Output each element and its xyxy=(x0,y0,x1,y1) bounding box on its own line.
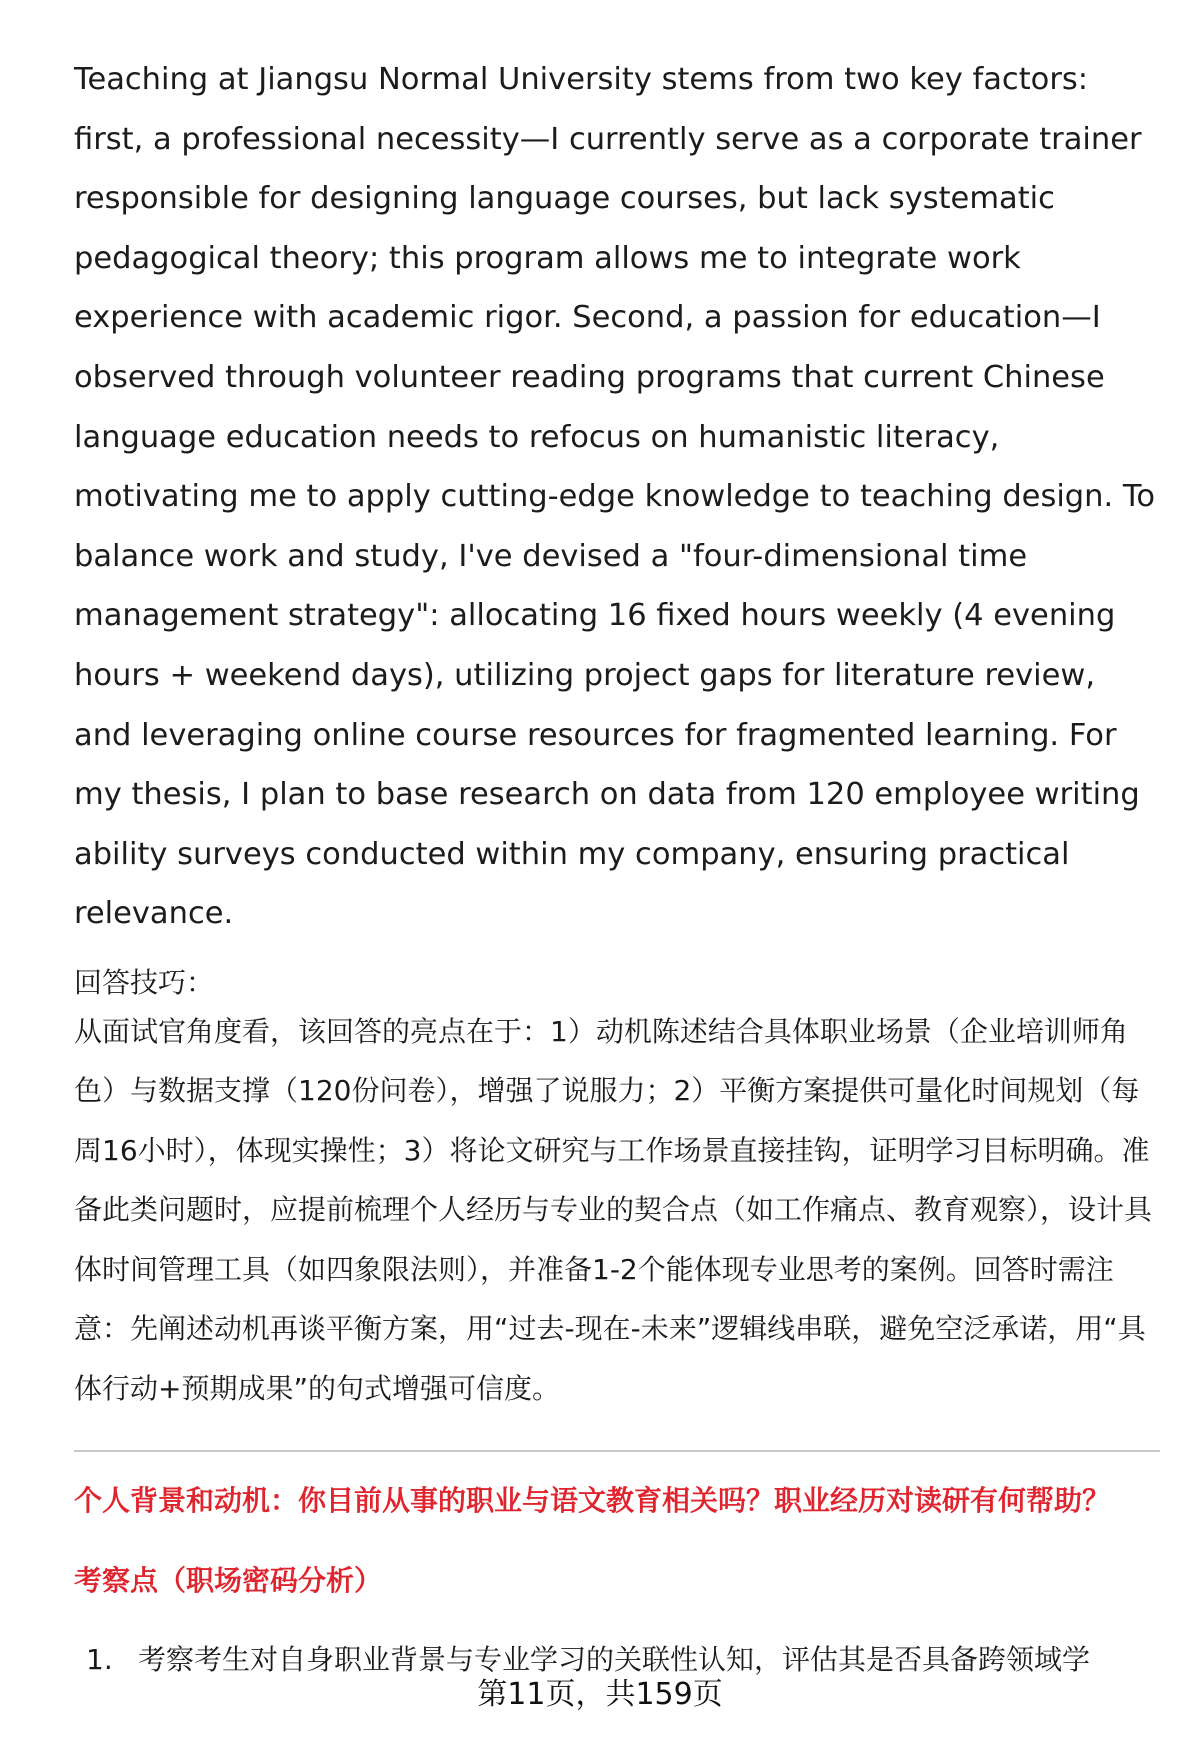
section-divider xyxy=(74,1450,1160,1452)
answer-paragraph: Teaching at Jiangsu Normal University stems from two key factors: first, a professional necessity—I currently serve as a corporate trainer responsible for designing language courses, but lack systematic pedagogical theory; this program allows me to integrate work experience with academic rigor. Second, a passion for education—I observed through volunteer reading programs that current Chinese language education needs to refocus on humanistic literacy, motivating me to apply cutting-edge knowledge to teaching design. To balance work and study, I've devised a "four-dimensional time management strategy": allocating 16 fixed hours weekly (4 evening hours + weekend days), utilizing project gaps for literature review, and leveraging online course resources for fragmented learning. For my thesis, I plan to base research on data from 120 employee writing ability surveys conducted within my company, ensuring practical relevance. xyxy=(74,62,1155,932)
page-content xyxy=(74,50,1160,1680)
page-footer: 第11页，共159页 xyxy=(477,1677,723,1712)
list-item-number: 1. xyxy=(86,1643,113,1677)
list-item-text: 考察考生对自身职业背景与专业学习的关联性认知，评估其是否具备跨领域学 xyxy=(138,1643,1091,1677)
tips-body: 从面试官角度看，该回答的亮点在于：1）动机陈述结合具体职业场景（企业培训师角色）与数据支撑（120份问卷），增强了说服力；2）平衡方案提供可量化时间规划（每周16小时），体现实操性；3）将论文研究与工作场景直接挂钩，证明学习目标明确。准备此类问题时，应提前梳理个人经历与专业的契合点（如工作痛点、教育观察），设计具体时间管理工具（如四象限法则），并准备1-2个能体现专业思考的案例。回答时需注意：先阐述动机再谈平衡方案，用“过去-现在-未来”逻辑线串联，避免空泛承诺，用“具体行动+预期成果”的句式增强可信度。 xyxy=(74,1014,1153,1405)
tips-heading: 回答技巧： xyxy=(74,965,215,999)
section-title: 考察点（职场密码分析） xyxy=(74,1564,383,1598)
question-heading: 个人背景和动机：你目前从事的职业与语文教育相关吗？职业经历对读研有何帮助？ xyxy=(74,1484,1111,1518)
